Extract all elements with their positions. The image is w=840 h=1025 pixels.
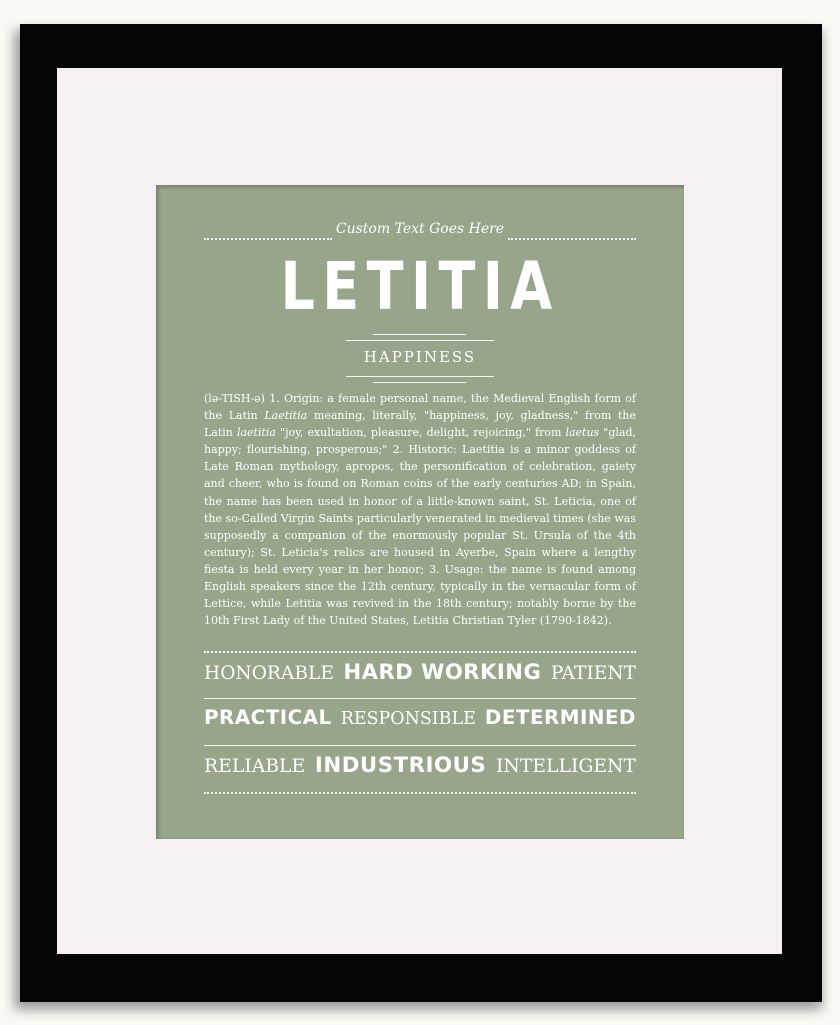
- top-right-dotted-line: [508, 238, 636, 240]
- trait-honorable: HONORABLE: [204, 663, 334, 684]
- definition-italic-2: laetitia: [236, 426, 276, 440]
- trait-practical: PRACTICAL: [204, 706, 332, 729]
- definition-text-2: meaning, literally, "happiness, joy, gladness," from the Latin: [204, 409, 636, 440]
- picture-frame: [20, 24, 822, 1002]
- trait-divider-1: [204, 698, 636, 699]
- trait-determined: DETERMINED: [484, 706, 636, 729]
- trait-row-1: [204, 659, 636, 693]
- meaning-rule-top-1: [373, 334, 466, 335]
- trait-row-3: [204, 753, 636, 787]
- definition-text-1: 1. Origin: a female personal name, the Medieval English form of the Latin: [204, 392, 636, 423]
- frame-mat: [57, 68, 782, 954]
- name-meaning: HAPPINESS: [363, 348, 477, 366]
- trait-patient: PATIENT: [550, 663, 636, 684]
- name-definition: [204, 390, 636, 629]
- trait-reliable: RELIABLE: [204, 756, 306, 777]
- trait-divider-2: [204, 745, 636, 746]
- name-print-panel: [156, 185, 684, 839]
- top-left-dotted-line: [204, 238, 332, 240]
- meaning-rule-top-2: [346, 340, 494, 341]
- trait-hard-working: HARD WORKING: [343, 659, 542, 684]
- meaning-rule-bottom-1: [346, 376, 494, 377]
- custom-text-caption: Custom Text Goes Here: [335, 221, 505, 237]
- trait-responsible: RESPONSIBLE: [340, 709, 476, 729]
- pronunciation: (lə-TISH-ə): [204, 392, 265, 405]
- trait-industrious: INDUSTRIOUS: [314, 753, 487, 778]
- traits-bottom-dotted-line: [204, 792, 636, 794]
- definition-text-3: "joy, exultation, pleasure, delight, rejoicing," from: [275, 426, 566, 440]
- trait-row-2: [204, 706, 636, 740]
- meaning-rule-bottom-2: [373, 382, 466, 383]
- trait-intelligent: INTELLIGENT: [495, 756, 636, 777]
- definition-italic-3: laetus: [565, 426, 600, 440]
- definition-italic-1: Laetitia: [264, 409, 308, 423]
- traits-top-dotted-line: [204, 651, 636, 653]
- definition-text-4: "glad, happy; flourishing, prosperous;" 2. Historic: Laetitia is a minor goddess of Late Roman mythology, apropos, the personification of celebration, gaiety and cheer, who is found on Roman coins of the early centuries AD; in Spain, the name has been used in honor of a little-known saint, St. Leticia, one of the so-Called Virgin Saints particularly venerated in medieval times (she was supposedly a companion of the enormously popular St. Ursula of the 4th century); St. Leticia's relics are housed in Ayerbe, Spain where a lengthy fiesta is held every year in her honor; 3. Usage: the name is found among English speakers since the 12th century, typically in the vernacular form of Lettice, while Letitia was revived in the 18th century; notably borne by the 10th First Lady of the United States, Letitia Christian Tyler (1790-1842).: [204, 426, 636, 628]
- name-title: LETITIA: [280, 248, 560, 325]
